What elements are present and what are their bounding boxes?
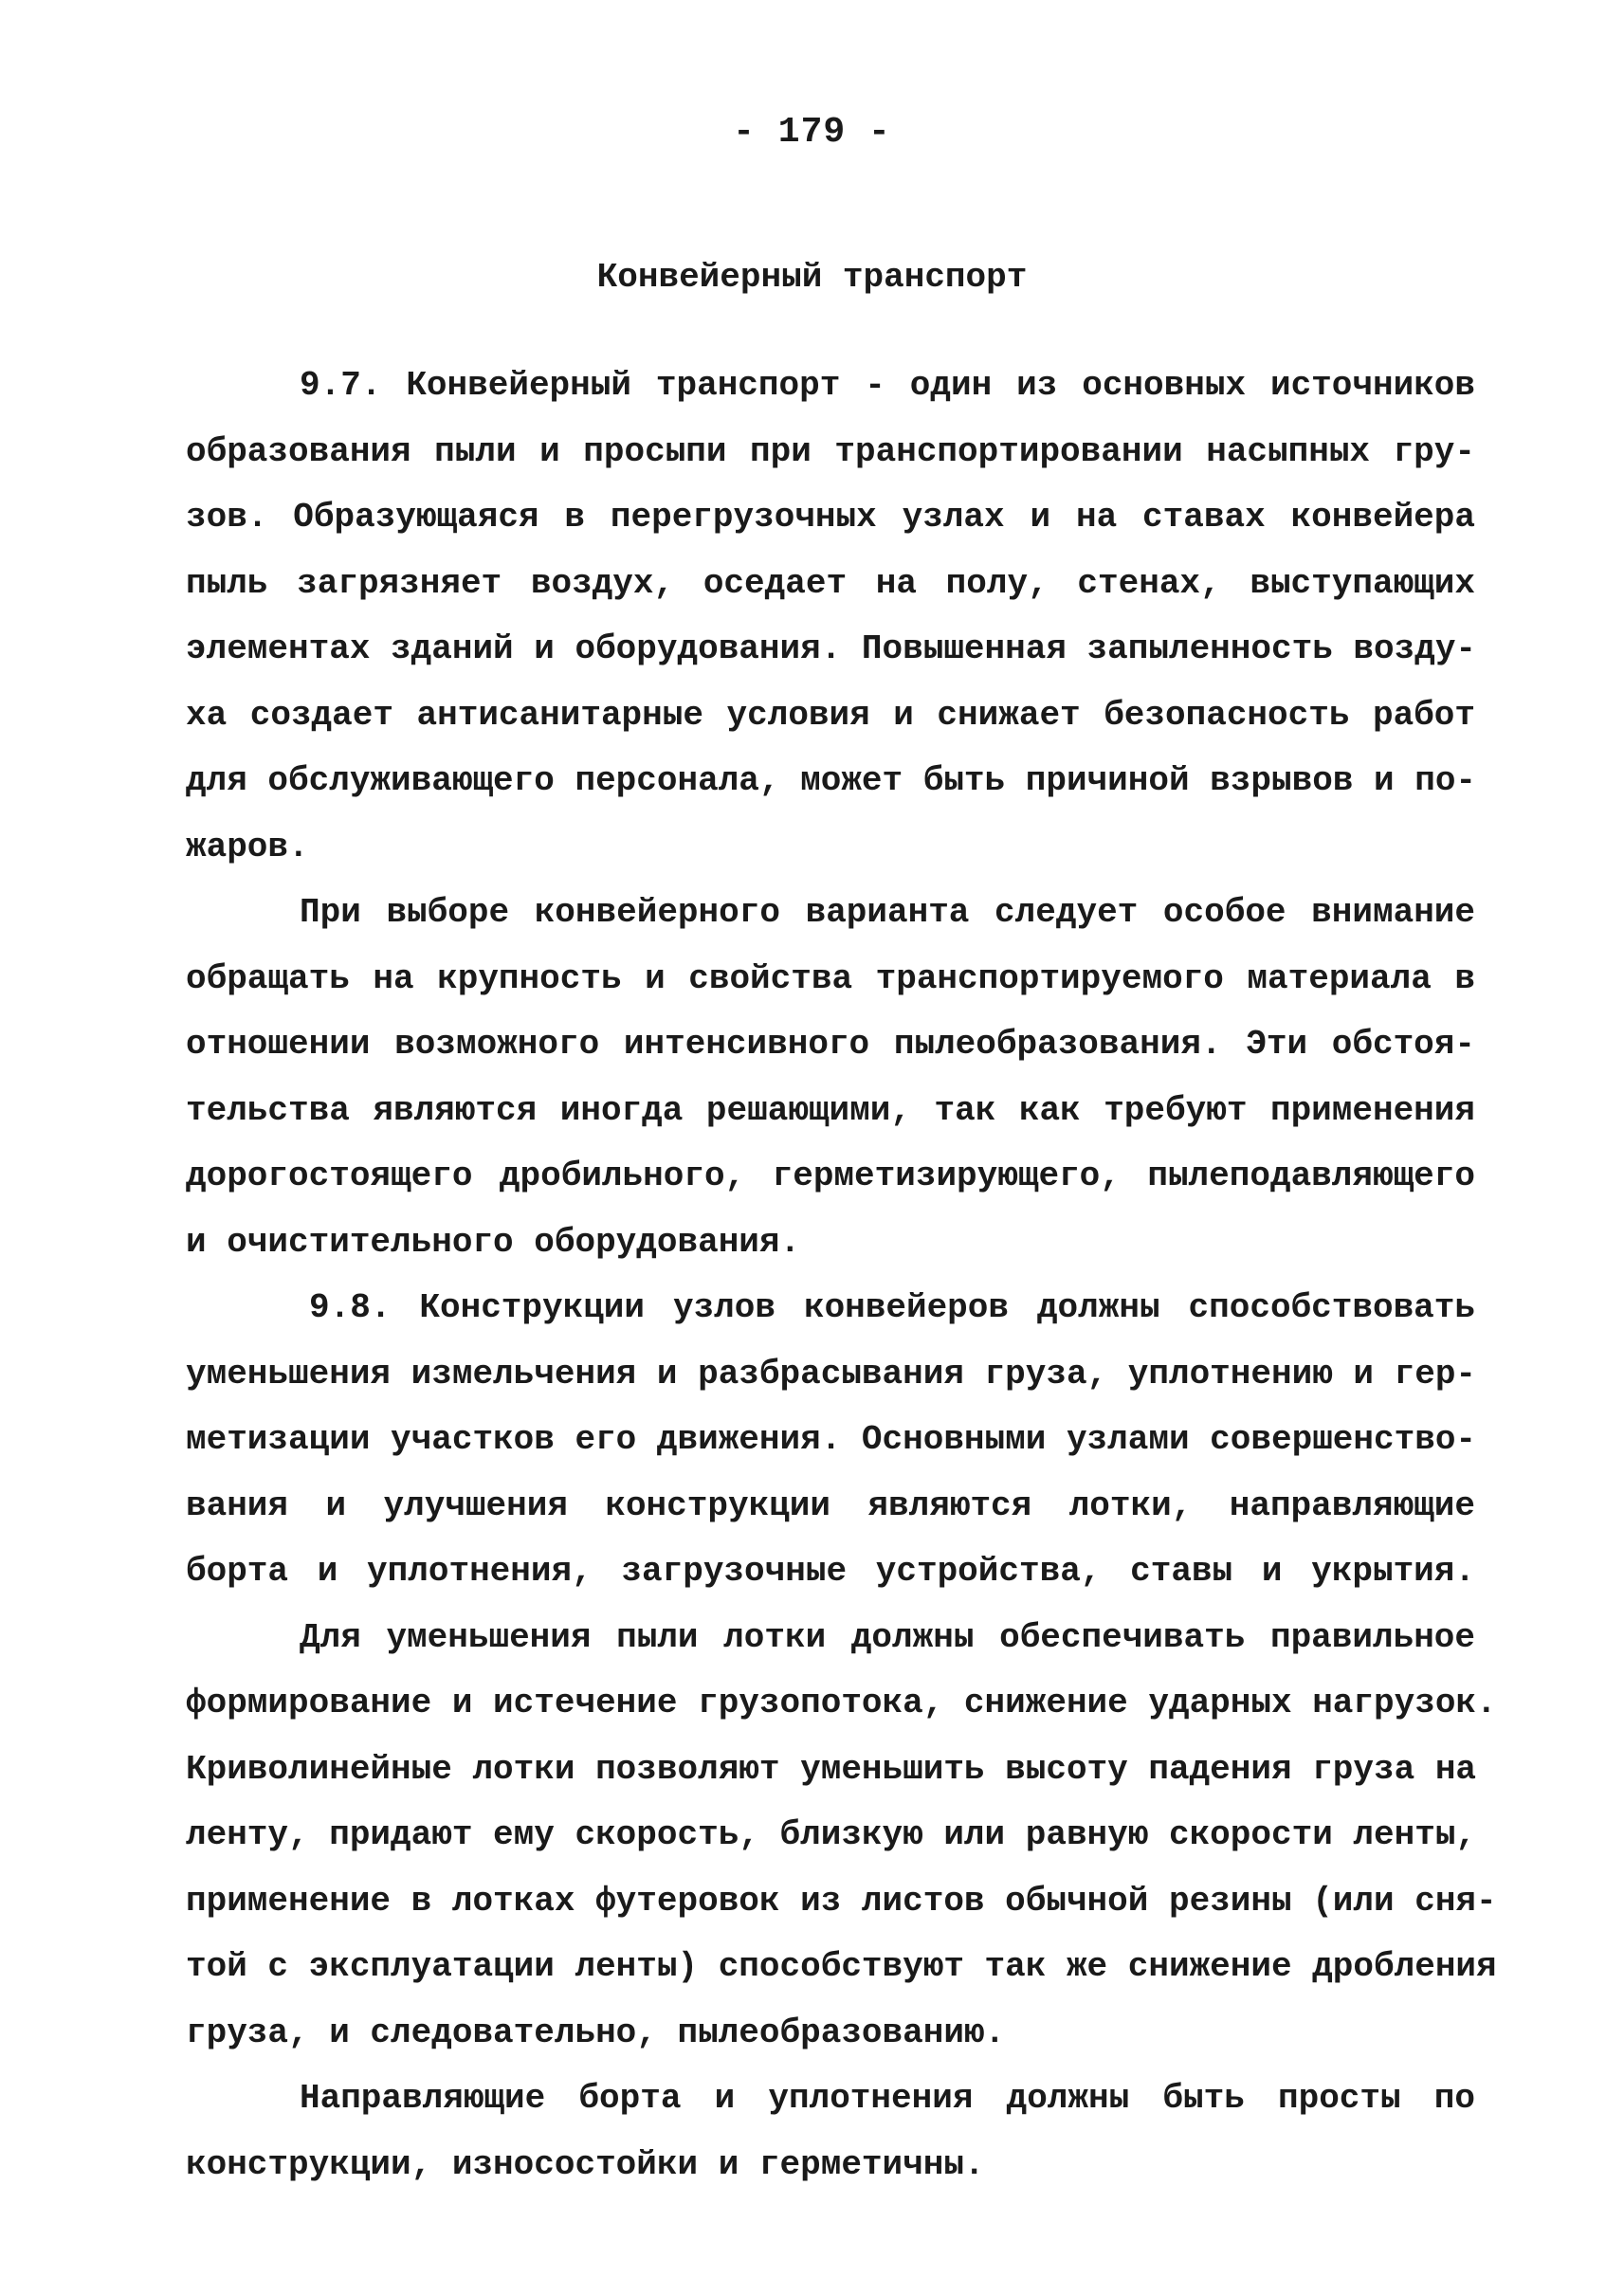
paragraph-line: ха создает антисанитарные условия и снижает безопасность работ — [186, 695, 1475, 735]
paragraph-line: метизации участков его движения. Основными узлами совершенство- — [186, 1420, 1477, 1459]
paragraph-line: образования пыли и просыпи при транспортировании насыпных гру- — [186, 431, 1475, 471]
paragraph-line: Для уменьшения пыли лотки должны обеспечивать правильное — [300, 1617, 1475, 1657]
paragraph-line: той с эксплуатации ленты) способствуют так же снижение дробления — [186, 1947, 1497, 1986]
paragraph-line: вания и улучшения конструкции являются лотки, направляющие — [186, 1485, 1475, 1525]
paragraph-line: элементах зданий и оборудования. Повышенная запыленность возду- — [186, 629, 1477, 668]
page-number: - 179 - — [733, 112, 891, 153]
paragraph-line: Направляющие борта и уплотнения должны быть просты по — [300, 2079, 1475, 2118]
paragraph-line: пыль загрязняет воздух, оседает на полу, стенах, выступающих — [186, 563, 1475, 603]
paragraph-line: борта и уплотнения, загрузочные устройства, ставы и укрытия. — [186, 1552, 1475, 1591]
body-text — [186, 353, 1497, 2197]
paragraph-line: При выборе конвейерного варианта следует особое внимание — [300, 893, 1475, 932]
paragraph-line: зов. Образующаяся в перегрузочных узлах и на ставах конвейера — [186, 498, 1475, 537]
paragraph-line: обращать на крупность и свойства транспортируемого материала в — [186, 958, 1475, 998]
paragraph-line: дорогостоящего дробильного, герметизирующего, пылеподавляющего — [186, 1157, 1475, 1195]
paragraph-line: и очистительного оборудования. — [186, 1222, 801, 1262]
paragraph-line: груза, и следовательно, пылеобразованию. — [186, 2013, 1006, 2052]
paragraph-line: тельства являются иногда решающими, так как требуют применения — [186, 1090, 1475, 1130]
paragraph-line: конструкции, износостойки и герметичны. — [186, 2144, 985, 2184]
paragraph-line: формирование и истечение грузопотока, снижение ударных нагрузок. — [186, 1684, 1497, 1722]
paragraph-line: Криволинейные лотки позволяют уменьшить высоту падения груза на — [186, 1749, 1477, 1789]
paragraph-line: 9.7. Конвейерный транспорт - один из основных источников — [300, 366, 1475, 405]
paragraph-line: жаров. — [186, 827, 309, 866]
paragraph-line: отношении возможного интенсивного пылеобразования. Эти обстоя- — [186, 1025, 1475, 1064]
paragraph-line: для обслуживающего персонала, может быть причиной взрывов и по- — [186, 761, 1477, 800]
paragraph-line: 9.8. Конструкции узлов конвейеров должны способствовать — [309, 1288, 1475, 1327]
paragraph-line: применение в лотках футеровок из листов обычной резины (или сня- — [186, 1881, 1497, 1921]
paragraph-line: ленту, придают ему скорость, близкую или равную скорости ленты, — [186, 1815, 1477, 1854]
section-title: Конвейерный транспорт — [596, 258, 1028, 297]
paragraph-line: уменьшения измельчения и разбрасывания груза, уплотнению и гер- — [186, 1354, 1477, 1393]
